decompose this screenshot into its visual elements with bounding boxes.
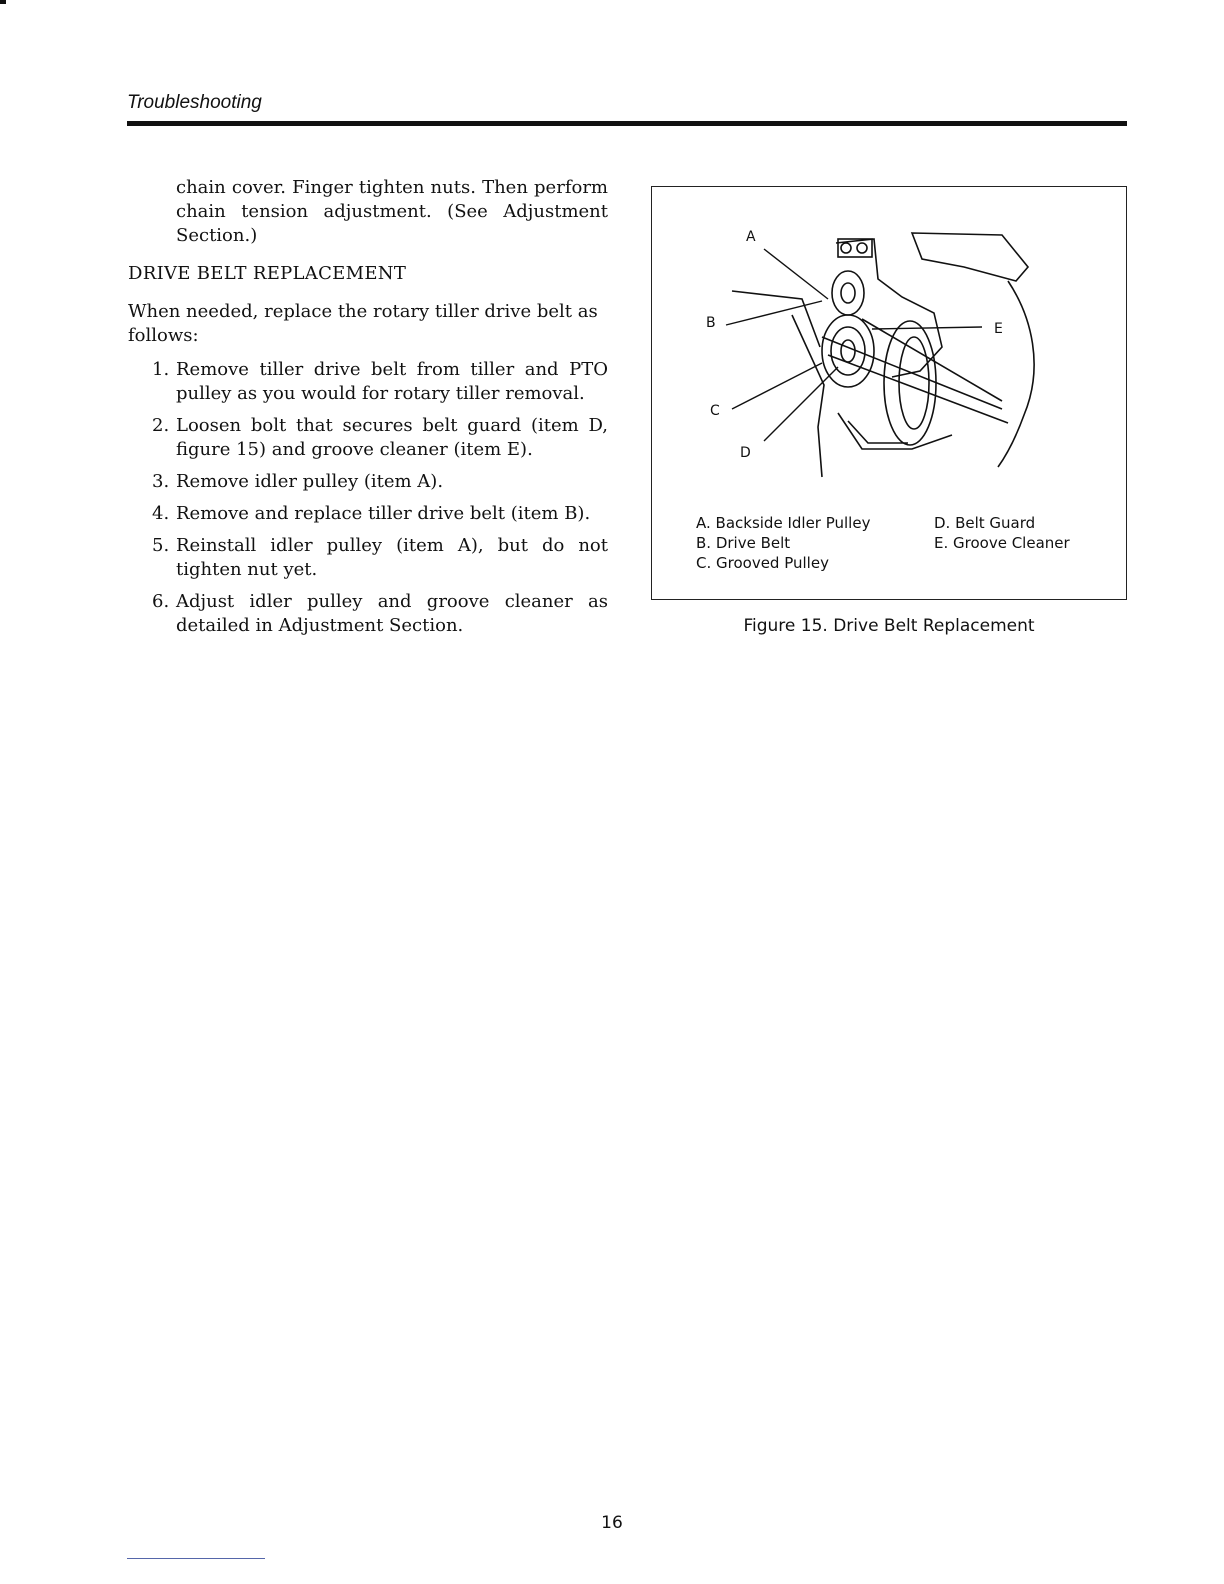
leader-line-c [732, 363, 822, 409]
step-text: Remove and replace tiller drive belt (item B). [176, 503, 591, 524]
leader-line-e [872, 327, 982, 329]
intro-paragraph: When needed, replace the rotary tiller drive belt as follows: [128, 301, 598, 346]
steps-list [128, 358, 608, 638]
tine-guard-arc [998, 281, 1034, 467]
step-text: Reinstall idler pulley (item A), but do not tighten nut yet. [176, 535, 608, 580]
bolt-head [857, 243, 867, 253]
legend-item: A. Backside Idler Pulley [696, 514, 871, 532]
drive-belt-illustration [652, 187, 1128, 507]
left-column [128, 176, 608, 646]
frame-line [732, 291, 820, 347]
figure-box [651, 186, 1127, 600]
list-item [128, 358, 608, 406]
footer-line [127, 1558, 265, 1559]
step-text: Remove tiller drive belt from tiller and PTO pulley as you would for rotary tiller removal. [176, 359, 608, 404]
callout-b: B [706, 315, 716, 331]
belt-drive-drawing [726, 233, 1034, 477]
callout-a: A [746, 229, 756, 245]
list-item [128, 502, 608, 526]
step-text: Loosen bolt that secures belt guard (item D, figure 15) and groove cleaner (item E). [176, 415, 608, 460]
legend-left [696, 513, 870, 573]
scan-corner-mark [0, 0, 6, 4]
grooved-pulley-hub [841, 340, 855, 362]
legend-right [934, 513, 1070, 553]
list-item [128, 470, 608, 494]
step-number: 3. [152, 471, 170, 492]
callout-e: E [994, 321, 1003, 337]
step-text: Adjust idler pulley and groove cleaner as detailed in Adjustment Section. [176, 591, 608, 636]
leader-line-d [764, 367, 838, 441]
figure-caption: Figure 15. Drive Belt Replacement [743, 616, 1035, 636]
belt-strand [862, 319, 1002, 401]
legend-item: D. Belt Guard [934, 514, 1036, 532]
continuation-paragraph: chain cover. Finger tighten nuts. Then perform chain tension adjustment. (See Adjustment Section.) [176, 177, 608, 246]
step-number: 6. [152, 591, 170, 612]
idler-pulley-hub [841, 283, 855, 303]
leader-line-a [764, 249, 828, 299]
section-heading: DRIVE BELT REPLACEMENT [128, 263, 407, 284]
list-item [128, 590, 608, 638]
frame-line [792, 315, 824, 477]
legend-item: C. Grooved Pulley [696, 554, 829, 572]
step-text: Remove idler pulley (item A). [176, 471, 444, 492]
callout-d: D [740, 445, 751, 461]
list-item [128, 534, 608, 582]
header-rule [127, 121, 1127, 126]
housing-outline [912, 233, 1028, 281]
page-number: 16 [601, 1513, 623, 1533]
step-number: 1. [152, 359, 170, 380]
idler-pulley [832, 271, 864, 315]
bolt-head [841, 243, 851, 253]
legend-item: E. Groove Cleaner [934, 534, 1070, 552]
list-item [128, 414, 608, 462]
section-header: Troubleshooting [127, 92, 262, 113]
callout-c: C [710, 403, 720, 419]
step-number: 4. [152, 503, 170, 524]
step-number: 2. [152, 415, 170, 436]
grooved-pulley [822, 315, 874, 387]
legend-item: B. Drive Belt [696, 534, 791, 552]
step-number: 5. [152, 535, 170, 556]
